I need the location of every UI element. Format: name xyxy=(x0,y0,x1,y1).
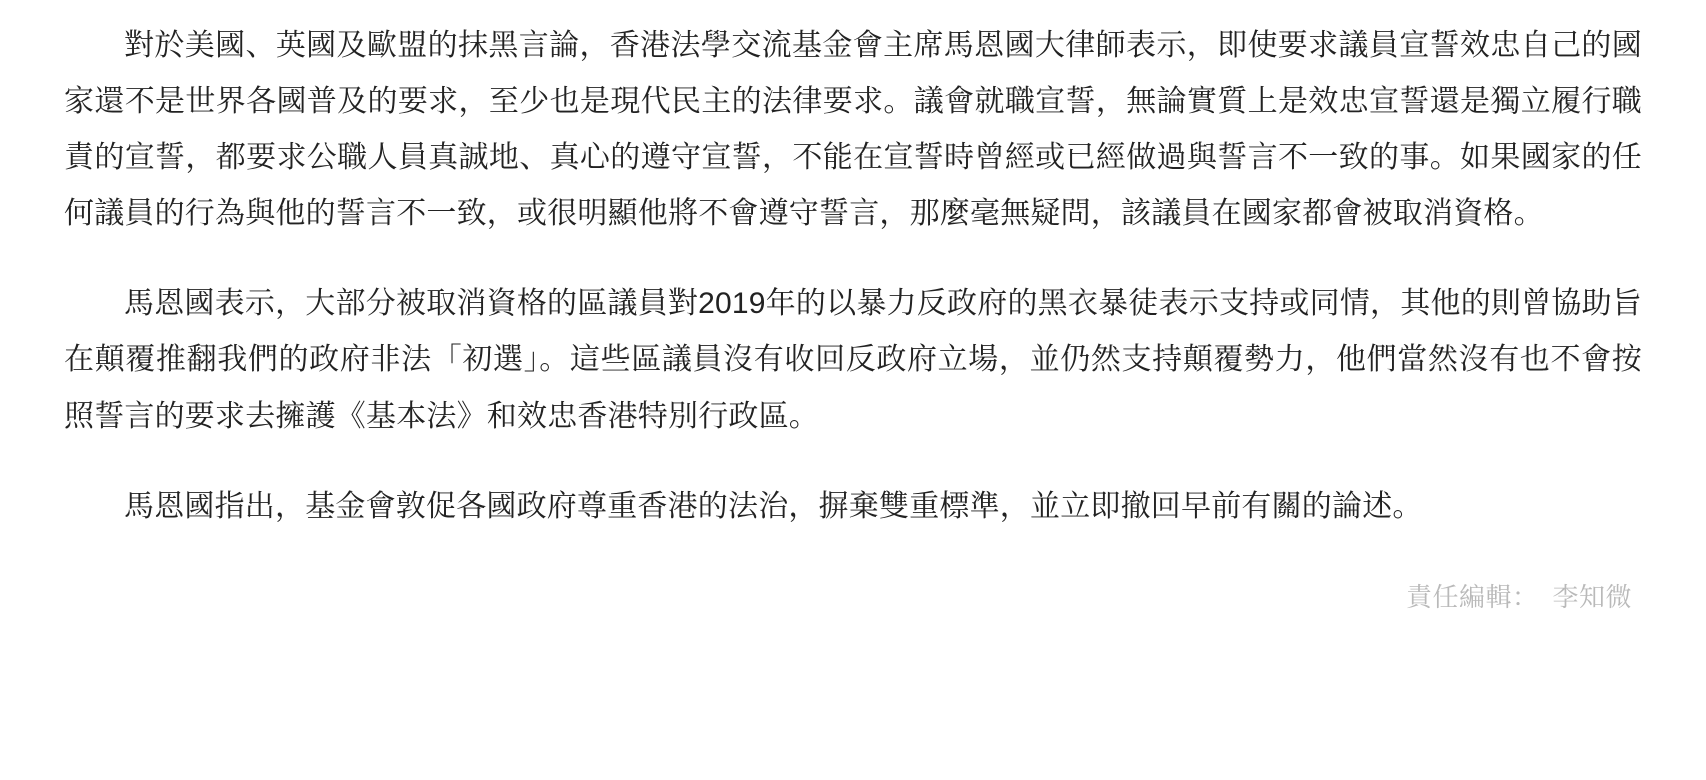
article-paragraph: 對於美國、英國及歐盟的抹黑言論，香港法學交流基金會主席馬恩國大律師表示，即使要求議員宣誓效忠自己的國家還不是世界各國普及的要求，至少也是現代民主的法律要求。議會就職宣誓，無論實質上是效忠宣誓還是獨立履行職責的宣誓，都要求公職人員真誠地、真心的遵守宣誓，不能在宣誓時曾經或已經做過與誓言不一致的事。如果國家的任何議員的行為與他的誓言不一致，或很明顯他將不會遵守誓言，那麼毫無疑問，該議員在國家都會被取消資格。 xyxy=(64,29,1642,231)
article-paragraph: 馬恩國指出，基金會敦促各國政府尊重香港的法治，摒棄雙重標準，並立即撤回早前有關的論述。 xyxy=(124,489,1423,523)
editor-credit-name: 李知微 xyxy=(1552,581,1632,612)
editor-credit-label: 責任編輯： xyxy=(1405,581,1539,612)
editor-credit xyxy=(64,577,1642,614)
article-paragraph: 馬恩國表示，大部分被取消資格的區議員對2019年的以暴力反政府的黑衣暴徒表示支持或同情，其他的則曾協助旨在顛覆推翻我們的政府非法「初選」。這些區議員沒有收回反政府立場，並仍然支持顛覆勢力，他們當然沒有也不會按照誓言的要求去擁護《基本法》和效忠香港特別行政區。 xyxy=(64,287,1642,433)
